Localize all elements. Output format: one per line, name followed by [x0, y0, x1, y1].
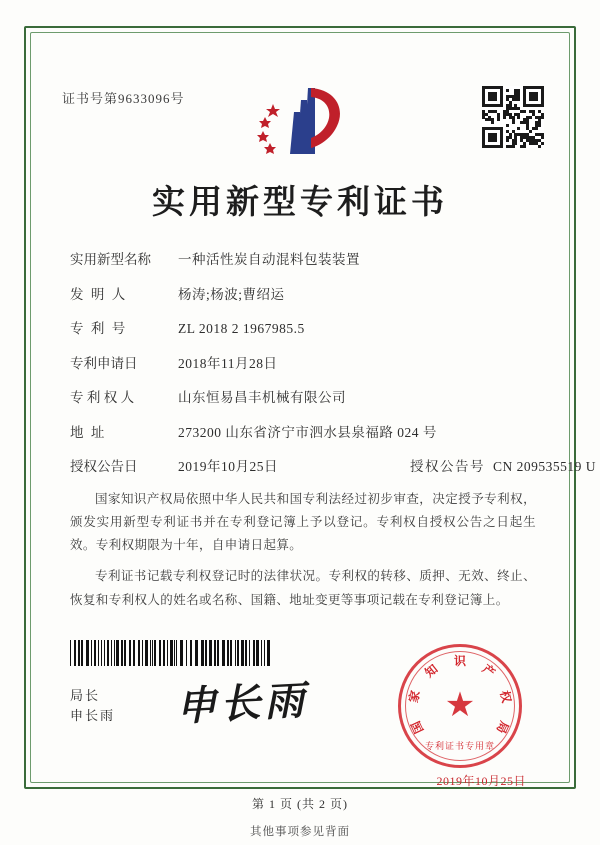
- field-value: 山东恒易昌丰机械有限公司: [178, 390, 346, 405]
- seal-char: 知: [422, 661, 441, 681]
- seal-char: 产: [479, 661, 498, 681]
- seal-char: 局: [493, 718, 512, 736]
- field-row: [70, 248, 540, 268]
- field-row: [70, 283, 540, 303]
- field-row: [70, 421, 540, 441]
- paragraph: 专利证书记载专利权登记时的法律状况。专利权的转移、质押、无效、终止、恢复和专利权人的姓名或名称、国籍、地址变更等事项记载在专利登记簿上。: [70, 569, 536, 607]
- field-value: ZL 2018 2 1967985.5: [178, 321, 305, 336]
- seal-char: 家: [406, 689, 423, 705]
- paragraph: 国家知识产权局依照中华人民共和国专利法经过初步审查，决定授予专利权，颁发实用新型专利证书并在专利登记簿上予以登记。专利权自授权公告之日起生效。专利权期限为十年，自申请日起算。: [70, 492, 536, 553]
- field-label: 专利申请日: [70, 355, 138, 371]
- barcode-icon: [70, 640, 270, 666]
- page-number: 第 1 页 (共 2 页): [252, 797, 348, 811]
- field-value: 一种活性炭自动混料包装装置: [178, 252, 360, 267]
- grant-date-value: 2019年10月25日: [178, 459, 278, 474]
- field-label: 发 明 人: [70, 286, 128, 302]
- seal-date: 2019年10月25日: [436, 774, 526, 788]
- field-value: 杨涛;杨波;曹绍运: [178, 286, 285, 302]
- grant-date-label: 授权公告日: [70, 459, 138, 474]
- seal-char: 权: [497, 689, 514, 705]
- red-star-icon: ★: [444, 687, 476, 724]
- field-value: 273200 山东省济宁市泗水县泉福路 024 号: [178, 424, 437, 440]
- field-label: 专 利 权 人: [70, 390, 135, 405]
- certificate-number: 证书号第9633096号: [62, 91, 185, 106]
- director-name: 申长雨: [70, 708, 116, 724]
- field-row: [70, 317, 540, 337]
- grant-number-value: CN 209535519 U: [493, 459, 597, 474]
- official-seal: [398, 644, 522, 768]
- field-label: 专 利 号: [70, 321, 128, 336]
- footer-note: 其他事项参见背面: [250, 826, 350, 838]
- field-label: 地 址: [70, 424, 107, 440]
- seal-char: 国: [408, 718, 427, 736]
- seal-bottom-text: 专利证书专用章: [424, 741, 495, 751]
- patent-office-logo-icon: [245, 84, 355, 162]
- page-title: 实用新型专利证书: [152, 182, 448, 221]
- field-list: [70, 248, 597, 490]
- director-title: 局长: [70, 688, 101, 703]
- field-value: 2018年11月28日: [178, 355, 278, 371]
- field-label: 实用新型名称: [70, 252, 151, 267]
- body-text: [70, 488, 536, 620]
- seal-char: 识: [454, 654, 467, 668]
- field-row: [70, 352, 540, 372]
- qr-code-icon: [482, 86, 544, 148]
- handwritten-signature: 申长雨: [175, 676, 310, 731]
- field-row: [70, 386, 540, 406]
- grant-number-label: 授权公告号: [410, 459, 485, 474]
- signature-block: [70, 686, 115, 726]
- grant-row: [70, 455, 597, 475]
